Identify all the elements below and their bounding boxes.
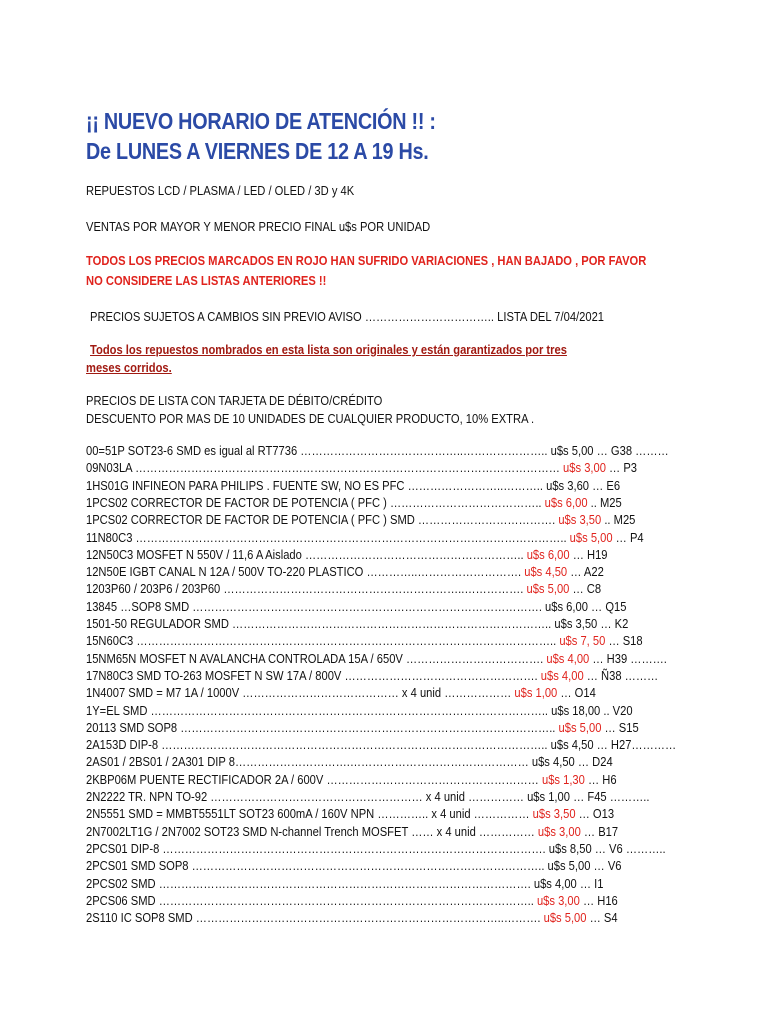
list-item [86,772,732,788]
item-price: u$s 3,50 [532,806,576,822]
item-price: u$s 6,00 [526,546,570,562]
warranty-notice-cont: meses corridos. [86,360,172,375]
item-price: u$s 1,30 [541,771,585,787]
list-item [86,910,732,926]
item-description: 2KBP06M PUENTE RECTIFICADOR 2A / 600V ………………………………………………… [86,771,542,787]
warranty-notice: Todos los repuestos nombrados en esta lista son originales y están garantizados por tres [90,342,567,357]
item-price: u$s 18,00 [551,702,601,718]
schedule-title: ¡¡ NUEVO HORARIO DE ATENCIÓN !! : [86,108,436,134]
list-item [86,581,732,597]
item-price: u$s 5,00 [569,529,613,545]
item-description: 2N2222 TR. NPN TO-92 ………………………………………………… x 4 unid …………… [86,789,528,804]
item-location-code: … Q15 [587,598,627,614]
price-change-notice: TODOS LOS PRECIOS MARCADOS EN ROJO HAN SUFRIDO VARIACIONES , HAN BAJADO , POR FAVOR [86,253,647,268]
item-description: 2PCS02 SMD ………………………………………………………………………………………. [86,875,534,891]
item-price: u$s 6,00 [544,494,588,510]
item-location-code: … S15 [601,719,639,735]
list-item [86,616,732,632]
item-location-code: .. V20 [600,702,633,718]
ventas-line: VENTAS POR MAYOR Y MENOR PRECIO FINAL u$s POR UNIDAD [86,219,431,234]
item-location-code: … H27………… [593,737,677,753]
list-item [86,824,732,840]
item-price: u$s 3,00 [537,823,581,839]
list-item [86,668,732,684]
item-price: u$s 3,00 [563,460,606,476]
item-location-code: … H16 [579,892,618,908]
item-location-code: … O14 [557,685,596,701]
item-location-code: … S4 [586,910,618,926]
item-description: 2N5551 SMD = MMBT5551LT SOT23 600mA / 160V NPN ………….. x 4 unid …………… [86,806,533,822]
list-item [86,703,732,719]
list-item [86,633,732,649]
item-description: 1HS01G INFINEON PARA PHILIPS . FUENTE SW, NO ES PFC ……………………..……….. [86,477,547,493]
item-price: u$s 1,00 [527,789,570,804]
item-description: 12N50C3 MOSFET N 550V / 11,6 A Aislado ………………………………………………….. [86,546,527,562]
list-item [86,564,732,580]
item-price: u$s 1,00 [514,685,558,701]
item-description: 2PCS01 DIP-8 …………………………………………………………………………………………. [86,840,549,856]
item-location-code: … Ñ38 ……… [583,667,659,683]
item-location-code: … K2 [597,616,629,631]
item-description: 2AS01 / 2BS01 / 2A301 DIP 8………………………….………………………………………… [86,754,532,770]
item-description: 1Y=EL SMD …………………………………………………………………………………………….. [86,702,552,718]
item-location-code: … H6 [584,771,617,787]
item-description: 12N50E IGBT CANAL N 12A / 500V TO-220 PLASTICO …………..………………………. [86,564,525,580]
price-list-date: PRECIOS SUJETOS A CAMBIOS SIN PREVIO AVISO …………………………….. LISTA DEL 7/04/2021 [90,309,605,324]
item-location-code: … G38 ……… [593,443,669,458]
list-item [86,754,732,770]
item-description: 2S110 IC SOP8 SMD ………………………………………………………………………..………. [86,910,544,926]
item-location-code: … A22 [567,564,604,580]
item-price: u$s 6,00 [545,598,588,614]
repuestos-line: REPUESTOS LCD / PLASMA / LED / OLED / 3D y 4K [86,183,355,198]
item-location-code: … P4 [612,529,644,545]
item-price: u$s 5,00 [547,858,591,874]
item-price: u$s 8,50 [548,840,592,856]
item-description: 13845 …SOP8 SMD …………………………………………………………………………………. [86,598,546,614]
item-price: u$s 5,00 [550,443,594,458]
list-item [86,443,732,459]
list-item [86,737,732,753]
list-item [86,685,732,701]
item-description: 1PCS02 CORRECTOR DE FACTOR DE POTENCIA ( PFC ) ………………………………….. [86,494,545,510]
item-location-code: … D24 [574,754,613,770]
item-location-code: … H39 ………. [589,650,667,666]
item-description: 2PCS01 SMD SOP8 ………………………………………………………………………………….. [86,858,548,874]
discount-line: DESCUENTO POR MAS DE 10 UNIDADES DE CUALQUIER PRODUCTO, 10% EXTRA . [86,411,535,426]
item-description: 2PCS06 SMD ……………………………………………………………………………………….. [86,892,537,908]
item-description: 17N80C3 SMD TO-263 MOSFET N SW 17A / 800V ……………………………………………. [86,667,541,683]
item-description: 09N03LA …………………………………………………………………………………………………… [86,460,564,476]
item-price: u$s 4,00 [540,667,584,683]
price-change-notice-cont: NO CONSIDERE LAS LISTAS ANTERIORES !! [86,273,327,288]
item-price: u$s 5,00 [558,719,602,735]
item-price: u$s 5,00 [543,910,587,926]
item-description: 1203P60 / 203P6 / 203P60 ………………………………………………………..……………. [86,581,527,597]
item-description: 15NM65N MOSFET N AVALANCHA CONTROLADA 15A / 650V ………………………………. [86,650,547,666]
list-item [86,512,732,528]
item-price: u$s 3,50 [558,512,602,528]
list-item [86,495,732,511]
schedule-hours: De LUNES A VIERNES DE 12 A 19 Hs. [86,138,429,164]
item-price: u$s 4,50 [550,737,594,753]
item-description: 1501-50 REGULADOR SMD ………………………………………………………………………….. [86,616,555,631]
list-item [86,789,732,805]
list-item [86,547,732,563]
item-location-code: … B17 [580,823,619,839]
item-description: 1PCS02 CORRECTOR DE FACTOR DE POTENCIA ( PFC ) SMD ………………………………. [86,512,559,528]
item-location-code: .. M25 [587,494,622,510]
list-item [86,858,732,874]
item-price: u$s 7, 50 [559,633,606,649]
item-price: u$s 4,00 [546,650,590,666]
item-location-code: … O13 [575,806,615,822]
list-item [86,720,732,736]
list-item [86,478,732,494]
list-item [86,599,732,615]
item-location-code: … H19 [569,546,608,562]
item-description: 11N80C3 …………………………………………………………………………………………………….. [86,529,570,545]
item-description: 20113 SMD SOP8 ……………………………………………………………………………………….. [86,719,559,735]
item-price: u$s 4,00 [533,875,577,891]
item-price: u$s 4,50 [531,754,575,770]
item-description: 15N60C3 ………………………………………………………………………………………………….. [86,633,560,649]
list-item [86,893,732,909]
item-price: u$s 5,00 [526,581,570,597]
item-location-code: … V6 [590,858,622,874]
item-description: 00=51P SOT23-6 SMD es igual al RT7736 ……………………………………..………………….. [86,443,551,458]
item-location-code: … C8 [569,581,602,597]
list-item [86,460,732,476]
item-description: 1N4007 SMD = M7 1A / 1000V …………………………………… x 4 unid ……………… [86,685,515,701]
card-prices-line: PRECIOS DE LISTA CON TARJETA DE DÉBITO/CRÉDITO [86,393,383,408]
list-item [86,651,732,667]
list-item [86,841,732,857]
list-item [86,806,732,822]
item-location-code: … P3 [605,460,638,476]
item-location-code: … V6 ……….. [591,840,666,856]
item-location-code: … S18 [605,633,643,649]
item-location-code: .. M25 [601,512,636,528]
item-location-code: … I1 [576,875,604,891]
list-item [86,530,732,546]
item-price: u$s 3,60 [546,477,590,493]
item-location-code: … F45 ……….. [569,789,650,804]
item-price: u$s 3,50 [554,616,598,631]
item-description: 2N7002LT1G / 2N7002 SOT23 SMD N-channel Trench MOSFET …… x 4 unid …………… [86,823,538,839]
item-description: 2A153D DIP-8 ………………………………………………………………………………………….. [86,737,551,753]
item-price: u$s 3,00 [536,892,580,908]
item-location-code: … E6 [589,477,621,493]
list-item [86,876,732,892]
item-price: u$s 4,50 [524,564,568,580]
